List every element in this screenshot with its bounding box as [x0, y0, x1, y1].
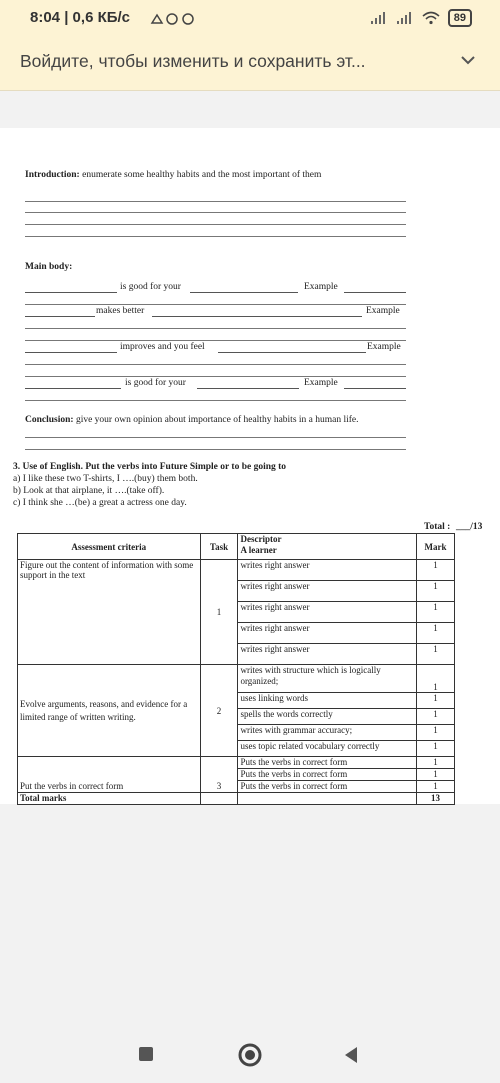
descriptor-label: Descriptor: [240, 534, 282, 544]
answer-line: [25, 236, 406, 237]
status-bar: [0, 0, 500, 36]
blank-line: [344, 388, 406, 389]
notification-icons: [150, 12, 200, 26]
learner-label: A learner: [240, 545, 277, 555]
descriptor-cell: writes right answer: [238, 602, 417, 623]
task3-item-b: b) Look at that airplane, it ….(take off).: [13, 486, 165, 496]
wifi-icon: [422, 11, 440, 25]
descriptor-cell: Puts the verbs in correct form: [238, 781, 417, 793]
answer-line: [25, 400, 406, 401]
header-descriptor: [238, 534, 417, 560]
blank-line: [197, 388, 299, 389]
descriptor-cell: writes right answer: [238, 560, 417, 581]
blank-line: [344, 292, 406, 293]
answer-line: [25, 340, 406, 341]
descriptor-cell: Puts the verbs in correct form: [238, 757, 417, 769]
descriptor-cell: uses topic related vocabulary correctly: [238, 741, 417, 757]
total-label: Total :: [424, 522, 451, 532]
mark-cell: 1: [417, 741, 455, 757]
signal-icon: [370, 11, 388, 25]
descriptor-cell: spells the words correctly: [238, 709, 417, 725]
descriptor-cell: uses linking words: [238, 693, 417, 709]
table-row: [18, 560, 455, 581]
mark-cell: 1: [417, 623, 455, 644]
conclusion-label: Conclusion:: [25, 415, 74, 425]
mark-cell: 1: [417, 693, 455, 709]
signal-icon-2: [396, 11, 414, 25]
answer-line: [25, 364, 406, 365]
example-label: Example: [304, 378, 338, 388]
status-time: 8:04 | 0,6 КБ/с: [30, 9, 131, 26]
header-task: Task: [200, 534, 238, 560]
criteria-1: Figure out the content of information with some support in the text: [18, 560, 201, 665]
blank-line: [190, 292, 298, 293]
descriptor-cell: Puts the verbs in correct form: [238, 769, 417, 781]
intro-text: enumerate some healthy habits and the most important of them: [79, 170, 322, 180]
mark-cell: 1: [417, 709, 455, 725]
empty-cell: [200, 793, 238, 805]
mark-cell: 1: [417, 602, 455, 623]
table-row: [18, 757, 455, 769]
answer-line: [25, 304, 406, 305]
blank-line: [152, 316, 362, 317]
mark-cell: 1: [417, 725, 455, 741]
criteria-2: Evolve arguments, reasons, and evidence for a limited range of written writing.: [18, 665, 201, 757]
task3-item-c: c) I think she …(be) a great a actress one day.: [13, 498, 187, 508]
mark-cell: 1: [417, 644, 455, 665]
intro-label: Introduction:: [25, 170, 80, 180]
total-marks-label: Total marks: [18, 793, 201, 805]
empty-cell: [238, 793, 417, 805]
sign-in-banner[interactable]: [0, 36, 500, 91]
mb-text-3: improves and you feel: [120, 342, 205, 352]
table-total-row: [18, 793, 455, 805]
conclusion-text: give your own opinion about importance of healthy habits in a human life.: [73, 415, 359, 425]
table-header-row: [18, 534, 455, 560]
total-marks-value: 13: [417, 793, 455, 805]
banner-title: Войдите, чтобы изменить и сохранить эт...: [20, 51, 366, 71]
mark-cell: 1: [417, 665, 455, 693]
answer-line: [25, 201, 406, 202]
descriptor-cell: writes with structure which is logically organized;: [238, 665, 417, 693]
home-button[interactable]: [237, 1042, 263, 1068]
task-3: 3: [200, 757, 238, 793]
task3-item-a: a) I like these two T-shirts, I ….(buy) them both.: [13, 474, 198, 484]
answer-line: [25, 376, 406, 377]
blank-line: [25, 352, 117, 353]
answer-line: [25, 328, 406, 329]
task3-title: 3. Use of English. Put the verbs into Future Simple or to be going to: [13, 462, 287, 472]
example-label: Example: [304, 282, 338, 292]
answer-line: [25, 224, 406, 225]
assessment-table: [17, 533, 455, 805]
mb-text-2: makes better: [96, 306, 145, 316]
answer-line: [25, 437, 406, 438]
table-row: [18, 665, 455, 693]
mark-cell: 1: [417, 757, 455, 769]
blank-line: [25, 316, 95, 317]
answer-line: [25, 449, 406, 450]
total-value: ___/13: [456, 522, 483, 532]
blank-line: [218, 352, 366, 353]
mark-cell: 1: [417, 560, 455, 581]
example-label: Example: [367, 342, 401, 352]
main-body-label: Main body:: [25, 262, 73, 272]
mark-cell: 1: [417, 781, 455, 793]
descriptor-cell: writes right answer: [238, 644, 417, 665]
conclusion-line: [25, 415, 359, 425]
task-1: 1: [200, 560, 238, 665]
answer-line: [25, 212, 406, 213]
descriptor-cell: writes right answer: [238, 623, 417, 644]
back-button[interactable]: [343, 1046, 359, 1064]
criteria-3: Put the verbs in correct form: [18, 757, 201, 793]
mark-cell: 1: [417, 581, 455, 602]
mb-text-4: is good for your: [125, 378, 186, 388]
mark-cell: 1: [417, 769, 455, 781]
task-2: 2: [200, 665, 238, 757]
header-mark: Mark: [417, 534, 455, 560]
blank-line: [25, 388, 121, 389]
intro-line: [25, 170, 321, 180]
chevron-down-icon[interactable]: [460, 52, 476, 68]
header-criteria: Assessment criteria: [18, 534, 201, 560]
mb-text-1: is good for your: [120, 282, 181, 292]
example-label: Example: [366, 306, 400, 316]
descriptor-cell: writes right answer: [238, 581, 417, 602]
blank-line: [25, 292, 117, 293]
document-page: [0, 128, 500, 804]
descriptor-cell: writes with grammar accuracy;: [238, 725, 417, 741]
recent-apps-button[interactable]: [138, 1046, 154, 1062]
nav-bar: [0, 1028, 500, 1083]
battery-icon: 89: [448, 9, 472, 27]
